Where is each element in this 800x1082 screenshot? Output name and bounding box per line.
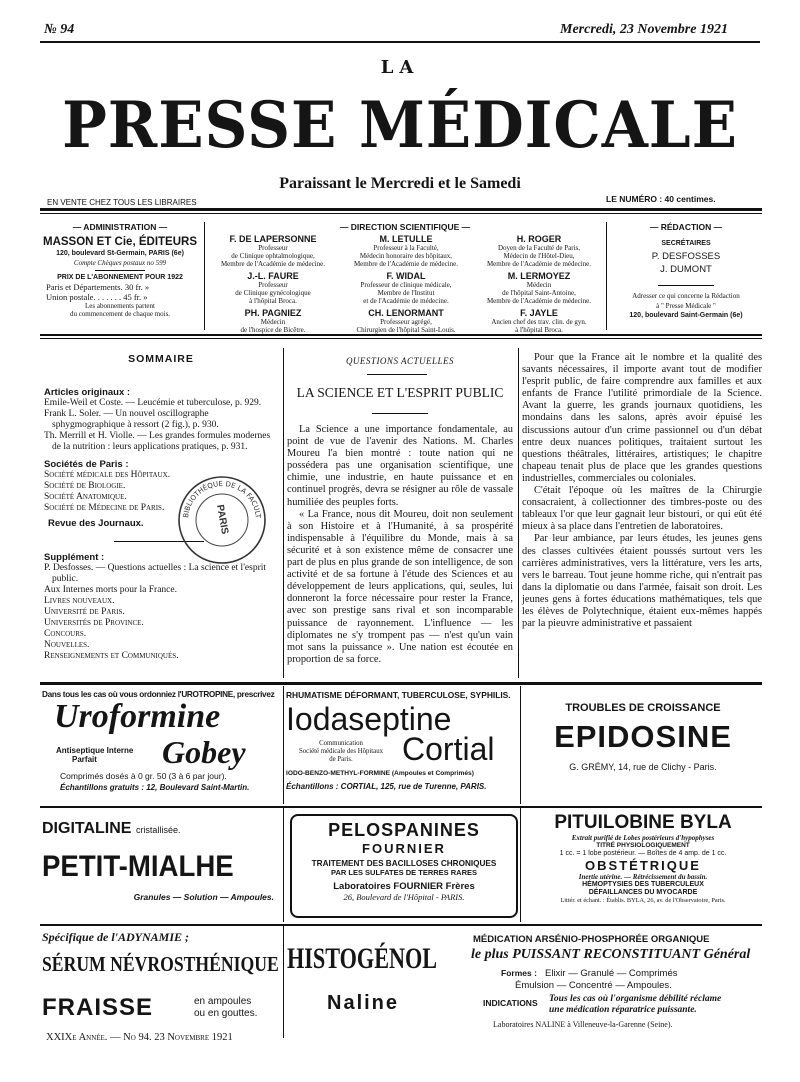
- col-divider-1: [283, 348, 284, 678]
- ad-pituilobine-brand: PITUILOBINE BYLA: [554, 812, 732, 833]
- ad-pelospanines-brand: PELOSPANINES: [328, 820, 480, 840]
- abonnement-note-1: Les abonnements partent: [85, 302, 155, 310]
- toc-entry: Aux Internes morts pour la France.: [44, 585, 177, 595]
- ad-serum-forms: [194, 996, 257, 1020]
- director-name: M. LERMOYEZ: [507, 271, 571, 281]
- ad-histogenol-indic-2: une médication réparatrice puissante.: [549, 1005, 697, 1015]
- director-card: [474, 271, 604, 305]
- director-name: PH. PAGNIEZ: [244, 308, 302, 318]
- sommaire-heading: SOMMAIRE: [128, 353, 194, 365]
- redaction-note-1: Adresser ce qui concerne la Rédaction: [632, 292, 740, 300]
- redaction-heading: — RÉDACTION —: [649, 222, 723, 232]
- board-rule: [40, 334, 762, 336]
- ad-pituilobine-l6: DÉFAILLANCES DU MYOCARDE: [588, 889, 698, 896]
- ad-uroformine-tag-1: Antiseptique Interne: [56, 746, 134, 755]
- ad-histogenol-brand: HISTOGÉNOL: [287, 942, 438, 975]
- director-name: H. ROGER: [516, 234, 562, 244]
- article-paragraph: C'était l'époque où les maîtres de la Chirurgie consacraient, à collectionner des timbres-poste ou des tableaux l'or que leur gagnait leur bistouri, or qui eût été mieux à sa place dans l'entretien de laboratoires.: [522, 485, 762, 533]
- toc-entry: Concours.: [44, 629, 87, 639]
- ad-divider: [520, 686, 521, 804]
- article-title: LA SCIENCE ET L'ESPRIT PUBLIC: [296, 385, 504, 400]
- ad-iodaseptine: [286, 690, 518, 800]
- director-title: de l'hospice de Bicêtre.: [240, 326, 306, 334]
- ad-divider: [520, 808, 521, 922]
- ad-iodaseptine-formula: IODO-BENZO-METHYL-FORMINE (Ampoules et Comprimés): [286, 770, 474, 777]
- ad-divider: [283, 926, 284, 1038]
- masthead-la: LA: [380, 57, 420, 78]
- toc-entry: Société Anatomique.: [44, 492, 127, 502]
- issue-number: № 94: [44, 22, 75, 37]
- director-title: Membre de l'Institut: [377, 289, 435, 297]
- ad-histogenol-formes-label: Formes :: [501, 968, 537, 978]
- article-paragraph: Pour que la France ait le nombre et la qualité des savants nécessaires, il importe avant tout de modifier l'esprit public, de faire comprendre aux familles et aux enfants de France l'utilité primordiale de la Science. Avant la guerre, les grands journaux quotidiens, les mondains dans les salons, après avoir épuisé les discussions autour d'un crime passionnel ou d'un débat entre deux nuances politiques, traitaient surtout les questions théâtrales, littéraires, artistiques; le chapitre chapeau tenait plus de place que les grandes questions industrielles, commerciales ou coloniales.: [522, 352, 762, 484]
- ad-uroformine-gobey: Gobey: [162, 734, 246, 770]
- ad-iodaseptine-comm-3: de Paris.: [329, 756, 353, 763]
- toc-entry: Société médicale des Hôpitaux.: [44, 470, 171, 480]
- ad-epidosine-addr: G. GRÉMY, 14, rue de Clichy - Paris.: [569, 762, 717, 772]
- director-card: [474, 234, 604, 268]
- ad-digitaline: [42, 814, 280, 920]
- col-divider-2: [518, 348, 519, 678]
- originaux-heading: Articles originaux :: [44, 387, 131, 398]
- director-card: [338, 308, 474, 334]
- ad-pelospanines-t1: TRAITEMENT DES BACILLOSES CHRONIQUES: [311, 859, 497, 868]
- director-title: Médecin: [260, 318, 286, 326]
- ad-uroformine-echant: Échantillons gratuits : 12, Boulevard Saint-Martin.: [60, 783, 250, 792]
- director-name: F. WIDAL: [386, 271, 426, 281]
- ad-pelospanines-maker: FOURNIER: [362, 841, 446, 856]
- ad-serum-brand: SÉRUM NÉVROSTHÉNIQUE: [42, 952, 279, 976]
- publisher-name: MASSON ET Cie, ÉDITEURS: [43, 236, 197, 248]
- ad-pelospanines: [290, 814, 518, 918]
- direction-heading: — DIRECTION SCIENTIFIQUE —: [339, 222, 471, 232]
- toc-entry: Nouvelles.: [44, 640, 90, 650]
- director-title: Professeur de clinique médicale,: [360, 281, 452, 289]
- issue-date: Mercredi, 23 Novembre 1921: [560, 22, 728, 37]
- toc-entry: Renseignements et Communiqués.: [44, 651, 179, 661]
- ad-histogenol-top: MÉDICATION ARSÉNIO-PHOSPHORÉE ORGANIQUE: [473, 934, 710, 945]
- administration-heading: — ADMINISTRATION —: [72, 222, 168, 232]
- ad-histogenol-formes-2: Émulsion — Concentré — Ampoules.: [515, 980, 672, 991]
- ad-pituilobine-l5: HÉMOPTYSIES DES TUBERCULEUX: [582, 881, 704, 888]
- revue-heading: Revue des Journaux.: [48, 518, 144, 529]
- direction-grid: [208, 234, 604, 334]
- ad-iodaseptine-cortial: Cortial: [402, 731, 495, 767]
- ad-uroformine-dose: Comprimés dosés à 0 gr. 50 (3 à 6 par jour).: [60, 771, 227, 781]
- ad-digitaline-brand: PETIT-MIALHE: [42, 850, 234, 883]
- toc-entry: Société de Biologie.: [44, 481, 126, 491]
- director-name: CH. LENORMANT: [368, 308, 444, 318]
- masthead-subtitle: Paraissant le Mercredi et le Samedi: [279, 175, 521, 192]
- director-title: Professeur: [258, 281, 288, 289]
- ad-iodaseptine-comm-1: Communication: [319, 740, 363, 747]
- top-rule: [40, 41, 760, 43]
- ads-rule-3: [40, 924, 762, 926]
- masthead-rule: [40, 208, 762, 211]
- ad-iodaseptine-comm-2: Société médicale des Hôpitaux: [299, 748, 383, 755]
- toc-entry: Université de Paris.: [44, 607, 125, 617]
- article-body-col1: [287, 424, 513, 666]
- page-footer: XXIXe Année. — No 94. 23 Novembre 1921: [46, 1032, 233, 1043]
- ad-serum: [42, 930, 280, 1028]
- director-title: Médecin honoraire des hôpitaux,: [359, 252, 453, 260]
- toc-entry: Frank L. Soler. — Un nouvel oscillographe sphygmographique à ressort (2 fig.), p. 930.: [44, 409, 219, 430]
- secretaires-label: SECRÉTAIRES: [661, 240, 711, 247]
- ad-uroformine: [42, 690, 280, 800]
- toc-entry: Livres nouveaux.: [44, 596, 115, 606]
- stamp-text: BIBLIOTHÈQUE DE LA FACULT: [182, 479, 262, 519]
- ad-histogenol-indic-1: Tous les cas où l'organisme débilité réclame: [549, 994, 722, 1004]
- director-card: [474, 308, 604, 334]
- toc-entry: P. Desfosses. — Questions actuelles : La science et l'esprit public.: [44, 563, 267, 584]
- director-title: Médecin: [526, 281, 552, 289]
- toc-entry: Universités de Province.: [44, 618, 144, 628]
- supplement-heading: Supplément :: [44, 552, 105, 563]
- ad-digitaline-line: [42, 820, 280, 838]
- director-title: Ancien chef des trav. clin. de gyn.: [491, 318, 587, 326]
- director-card: [208, 308, 338, 334]
- director-title: de Clinique ophtalmologique,: [231, 252, 315, 260]
- board-divider-right: [606, 222, 607, 330]
- director-title: Membre de l'Académie de médecine.: [353, 260, 459, 268]
- toc-entry: Emile-Weil et Coste. — Leucémie et tuberculose, p. 929.: [44, 398, 262, 408]
- numero-price: LE NUMÉRO : 40 centimes.: [606, 194, 716, 204]
- ads-rule-2: [40, 806, 762, 808]
- ad-divider: [283, 808, 284, 922]
- director-title: à l'hôpital Broca.: [249, 297, 297, 305]
- ad-iodaseptine-brand: Iodaseptine: [286, 701, 452, 737]
- ad-digitaline-cristal: cristallisée.: [135, 825, 181, 835]
- abonnement-heading: PRIX DE L'ABONNEMENT POUR 1922: [57, 274, 183, 281]
- ad-serum-top: Spécifique de l'ADYNAMIE ;: [42, 930, 189, 944]
- secretary-2: J. DUMONT: [660, 264, 712, 275]
- masthead-rule-thin: [40, 213, 762, 214]
- ad-histogenol-puissant: le plus PUISSANT RECONSTITUANT Général: [471, 947, 751, 962]
- ad-pituilobine-l2: TITRÉ PHYSIOLOGIQUEMENT: [596, 842, 690, 849]
- abonnement-union: Union postale. . . . . . . 45 fr. »: [46, 292, 148, 302]
- stamp-center: PARIS: [213, 503, 231, 536]
- ad-serum-form-2: ou en gouttes.: [194, 1008, 258, 1019]
- ad-uroformine-tag-2: Parfait: [72, 755, 97, 764]
- ad-pituilobine-l7: Littér. et échant. : Établis. BYLA, 26, av. de l'Observatoire, Paris.: [560, 897, 726, 904]
- ad-pituilobine: [524, 812, 762, 922]
- ad-epidosine: [524, 690, 762, 800]
- ad-serum-fraisse: FRAISSE: [42, 994, 154, 1021]
- library-stamp: [176, 474, 268, 566]
- director-name: M. LETULLE: [379, 234, 433, 244]
- ad-histogenol-indic: [549, 994, 721, 1016]
- ad-digitaline-name: DIGITALINE: [42, 820, 132, 837]
- director-title: Professeur à la Faculté,: [373, 244, 439, 252]
- ad-pituilobine-obst: OBSTÉTRIQUE: [585, 858, 701, 873]
- ad-pituilobine-l1: Extrait purifié de Lobes postérieurs d'hypophyses: [571, 834, 715, 842]
- ad-serum-form-1: en ampoules: [194, 996, 252, 1007]
- ad-histogenol-indic-label: INDICATIONS: [483, 998, 538, 1008]
- ad-pelospanines-addr: 26, Boulevard de l'Hôpital - PARIS.: [343, 892, 465, 902]
- ad-divider: [283, 686, 284, 804]
- abonnement-note-2: du commencement de chaque mois.: [69, 310, 171, 318]
- ad-pelospanines-lab: Laboratoires FOURNIER Frères: [333, 881, 475, 892]
- board-divider-left: [204, 222, 205, 330]
- board-rule-thin: [40, 338, 762, 339]
- redaction-note-3: 120, boulevard Saint-Germain (6e): [629, 312, 743, 319]
- article-paragraph: « La France, nous dit Moureu, doit non seulement à son Histoire et à l'Humanité, à sa prospérité indispensable à l'équilibre du Monde, mais à sa sécurité et à son existence même de consacrer une part de plus en plus grande de son intelligence, de son activité et de sa fortune à l'étude des Sciences et au développement de leurs applications, qui, seules, lui donneront la force nécessaire pour rester la France, avec son prestige sans rival et son incomparable puissance de rayonnement. L'influence — les diplomates ne s'y trompent pas — n'est qu'un vain mot sans la puissance ». Une nation est écoutée en proportion de sa force.: [287, 508, 513, 665]
- ad-iodaseptine-comm: [286, 740, 396, 764]
- director-title: à l'hôpital Broca.: [515, 326, 563, 334]
- title-rule: [372, 413, 428, 414]
- director-name: F. DE LAPERSONNE: [229, 234, 317, 244]
- ad-histogenol-lab: Laboratoires NALINE à Villeneuve-la-Garenne (Seine).: [493, 1020, 673, 1029]
- ad-pelospanines-t2: PAR LES SULFATES DE TERRES RARES: [331, 868, 477, 877]
- director-title: Membre de l'Académie de médecine.: [486, 297, 592, 305]
- director-card: [338, 271, 474, 305]
- redaction-note-2: à " Presse Médicale ": [656, 302, 716, 310]
- ads-top-rule: [40, 682, 762, 685]
- ad-histogenol: [287, 930, 763, 1036]
- publisher-address: 120, boulevard St-Germain, PARIS (6e): [56, 250, 184, 257]
- toc-entry: Th. Merrill et H. Violle. — Les grandes formules modernes de la nutrition : leurs applications pratiques, p. 931.: [44, 431, 271, 452]
- director-title: Professeur agrégé,: [380, 318, 432, 326]
- director-title: Chirurgien de l'hôpital Saint-Louis.: [356, 326, 456, 334]
- masthead-title: PRESSE MÉDICALE: [62, 88, 738, 163]
- article-continuation: [522, 352, 762, 630]
- administration-block: [40, 222, 200, 318]
- redaction-block: [608, 222, 764, 320]
- ad-histogenol-formes-1: Elixir — Granulé — Comprimés: [545, 968, 678, 979]
- toc-entry: Société de Médecine de Paris.: [44, 503, 165, 513]
- secretary-1: P. DESFOSSES: [651, 251, 721, 262]
- article-paragraph: La Science a une importance fondamentale, au point de vue de l'avenir des Nations. M. Charles Moureu l'a bien montré : toute nation qui ne possédera pas une organisation scientifique, une chimie, une industrie, en haute puissance et en continuel progrès, devra se résigner au rôle de vassale humiliée des peuples forts.: [287, 424, 513, 508]
- director-title: Professeur: [258, 244, 288, 252]
- vente-note: EN VENTE CHEZ TOUS LES LIBRAIRES: [47, 198, 197, 207]
- societes-heading: Sociétés de Paris :: [44, 459, 129, 470]
- ad-uroformine-brand: Uroformine: [54, 698, 221, 735]
- ad-iodaseptine-echant: Échantillons : CORTIAL, 125, rue de Turenne, PARIS.: [286, 782, 487, 791]
- director-card: [208, 234, 338, 268]
- director-name: J.-L. FAURE: [247, 271, 299, 281]
- compte-cheques: Compte Chèques postaux no 599: [73, 259, 167, 267]
- article-paragraph: Par leur ambiance, par leurs études, les jeunes gens des classes cultivées étaient poussés surtout vers les carrières administratives, vers la littérature, vers les arts, vers le barreau. Tout jeune homme riche, qui n'entrait pas dans la diplomatie ou dans l'armée, faisait son droit. Les jeunes gens à fortes éducations mathématiques, tels que les élèves de Polytechnique, étaient eux-mêmes happés par la pieuvre administrative et passaient: [522, 533, 762, 630]
- director-title: de l'hôpital Saint-Antoine,: [502, 289, 576, 297]
- admin-divider: [95, 270, 145, 271]
- director-title: Médecin de l'Hôtel-Dieu,: [503, 252, 575, 260]
- ad-digitaline-forms: Granules — Solution — Ampoules.: [133, 892, 274, 902]
- director-card: [208, 271, 338, 305]
- ad-epidosine-brand: EPIDOSINE: [554, 719, 732, 754]
- ad-pituilobine-l3: 1 cc. = 1 lobe postérieur. — Boîtes de 4 amp. de 1 cc.: [559, 850, 727, 857]
- kicker-rule: [367, 374, 427, 375]
- ad-uroformine-tag: [56, 746, 133, 764]
- director-title: Doyen de la Faculté de Paris,: [497, 244, 581, 252]
- article-main: [287, 356, 513, 666]
- ad-epidosine-top: TROUBLES DE CROISSANCE: [565, 702, 721, 714]
- ad-pituilobine-l4: Inertie utérine. — Rétrécissement du bassin.: [578, 873, 708, 881]
- director-name: F. JAYLE: [520, 308, 558, 318]
- article-kicker: QUESTIONS ACTUELLES: [345, 356, 455, 366]
- ad-uroformine-top: Dans tous les cas où vous ordonniez l'UROTROPINE, prescrivez: [42, 690, 275, 699]
- director-title: Membre de l'Académie de médecine.: [220, 260, 326, 268]
- redaction-divider: [658, 285, 714, 286]
- director-card: [338, 234, 474, 268]
- director-title: de Clinique gynécologique: [235, 289, 311, 297]
- director-title: et de l'Académie de médecine.: [363, 297, 449, 305]
- ad-histogenol-naline: Naline: [327, 992, 400, 1014]
- ad-iodaseptine-top: RHUMATISME DÉFORMANT, TUBERCULOSE, SYPHILIS.: [286, 690, 511, 700]
- abonnement-paris: Paris et Départements. 30 fr. »: [46, 282, 150, 292]
- director-title: Membre de l'Académie de médecine.: [486, 260, 592, 268]
